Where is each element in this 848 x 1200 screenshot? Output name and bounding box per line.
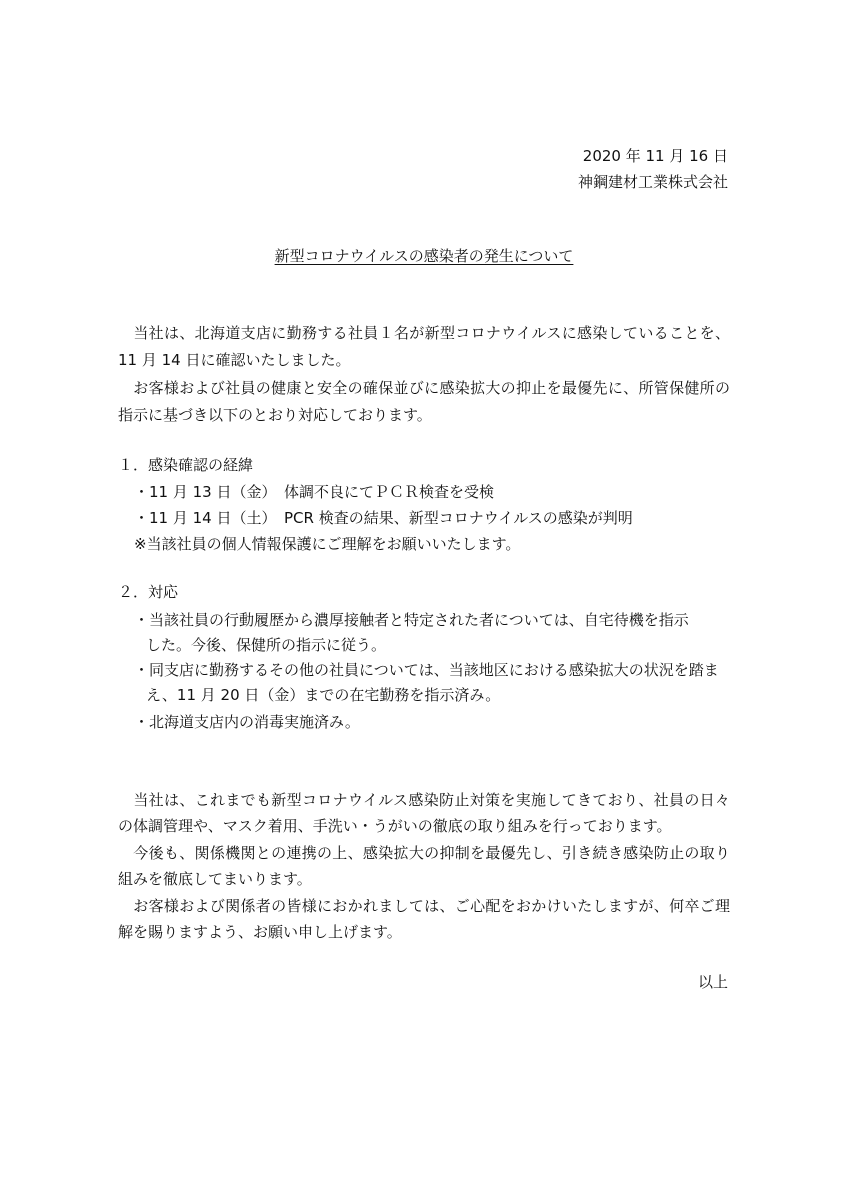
section-2-item-3: ・北海道支店内の消毒実施済み。	[134, 713, 360, 731]
closing-paragraph-2-line-2: 組みを徹底してまいります。	[118, 870, 312, 888]
document-title	[0, 246, 848, 266]
document-date: 2020 年 11 月 16 日	[582, 147, 728, 165]
closing-paragraph-2-line-1: 今後も、関係機関との連携の上、感染拡大の抑制を最優先し、引き続き感染防止の取り	[118, 844, 730, 862]
section-2-item-1-line-1: ・当該社員の行動履歴から濃厚接触者と特定された者については、自宅待機を指示	[134, 611, 689, 629]
section-1-heading: １．感染確認の経緯	[118, 456, 254, 474]
section-1-item-1: ・11 月 13 日（金） 体調不良にてＰＣＲ検査を受検	[134, 483, 494, 501]
company-name: 神鋼建材工業株式会社	[577, 173, 728, 191]
closing-paragraph-1-line-1: 当社は、これまでも新型コロナウイルス感染防止対策を実施してきており、社員の日々	[118, 791, 730, 809]
end-mark: 以上	[697, 973, 728, 991]
section-1-note: ※当該社員の個人情報保護にご理解をお願いいたします。	[134, 535, 521, 553]
section-2-heading: ２．対応	[118, 583, 179, 601]
section-2-item-2-line-2: え、11 月 20 日（金）までの在宅勤務を指示済み。	[146, 686, 501, 704]
section-2-item-1-line-2: した。今後、保健所の指示に従う。	[146, 636, 387, 654]
section-2-item-2-line-1: ・同支店に勤務するその他の社員については、当該地区における感染拡大の状況を踏ま	[134, 661, 719, 679]
section-1-item-2: ・11 月 14 日（土） PCR 検査の結果、新型コロナウイルスの感染が判明	[134, 509, 633, 527]
intro-paragraph-1-line-2: 11 月 14 日に確認いたしました。	[118, 351, 351, 369]
closing-paragraph-3-line-1: お客様および関係者の皆様におかれましては、ご心配をおかけいたしますが、何卒ご理	[118, 897, 730, 915]
closing-paragraph-1-line-2: の体調管理や、マスク着用、手洗い・うがいの徹底の取り組みを行っております。	[118, 817, 672, 835]
intro-paragraph-2-line-1: お客様および社員の健康と安全の確保並びに感染拡大の抑止を最優先に、所管保健所の	[118, 379, 730, 397]
closing-paragraph-3-line-2: 解を賜りますよう、お願い申し上げます。	[118, 923, 402, 941]
intro-paragraph-2-line-2: 指示に基づき以下のとおり対応しております。	[118, 406, 432, 424]
document-title-text: 新型コロナウイルスの感染者の発生について	[274, 247, 574, 265]
intro-paragraph-1-line-1: 当社は、北海道支店に勤務する社員１名が新型コロナウイルスに感染していることを、	[118, 324, 730, 342]
